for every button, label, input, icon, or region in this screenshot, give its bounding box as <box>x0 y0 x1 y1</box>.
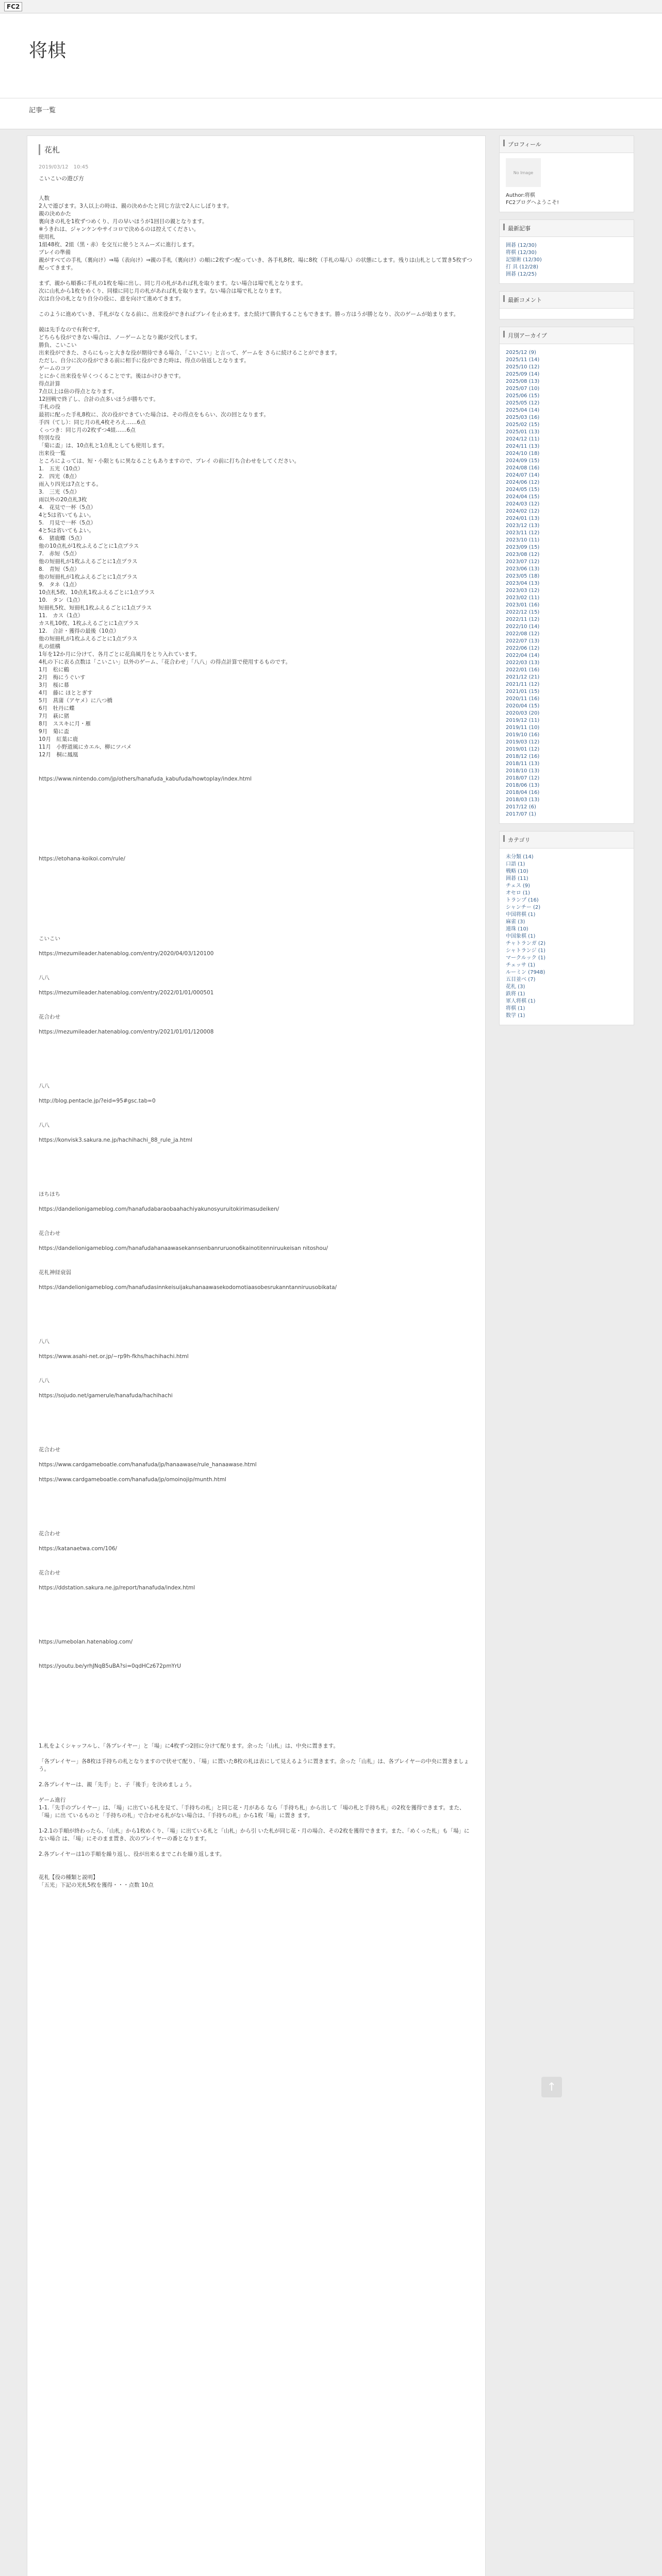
body-line: 雨入り四光は7点とする。 <box>39 481 102 487</box>
body-line: 1年を12か月に分けて、各月ごとに花鳥風月をとり入れています。 <box>39 651 200 657</box>
body-line: 2.各プレイヤーは1の手順を繰り返し、役が出来るまでこれを繰り返します。 <box>39 1851 225 1857</box>
body-line: ただし、自分に次の役ができる前に相手に役ができた時は、得点の倍返しとなります。 <box>39 358 250 364</box>
recent-comments-heading: 最新コメント <box>500 292 634 309</box>
archive-month-link[interactable]: 2024/07 (14) <box>506 472 540 478</box>
link-cardgame-1[interactable]: https://www.cardgameboatle.com/hanafuda/jp/hanaawase/rule_hanaawase.html <box>39 1462 257 1468</box>
body-line: 1-1.「先手のプレイヤー」は、「場」に出ている札を見て、「手持ちの札」と同じ花・月がある なら「手持ち札」から出して「場の札と手持ち札」の2枚を獲得できます。また、「場」に出 ているものと「手持ちの札」で合わせる札がない場合は、「手持ちの札」から1枚「場」に置き ます。 <box>39 1805 465 1819</box>
category-link[interactable]: 未分類 (14) <box>506 854 534 860</box>
nav-archive-link[interactable]: 記事一覧 <box>29 107 56 114</box>
body-line: ゲーム進行 <box>39 1797 66 1803</box>
body-line: 11月 小野道風にカエル、柳にツバメ <box>39 744 132 750</box>
category-link[interactable]: トランプ (16) <box>506 897 539 903</box>
category-link[interactable]: チェッサ (1) <box>506 962 536 968</box>
archive-month-link[interactable]: 2018/07 (12) <box>506 775 540 781</box>
archive-month-link[interactable]: 2025/10 (12) <box>506 364 540 370</box>
recent-post-link[interactable]: 打 具 (12/28) <box>506 264 538 270</box>
body-line: 12. 合計・獲得の最後（10点） <box>39 628 120 634</box>
body-line: 10月 紅葉に鹿 <box>39 736 78 742</box>
body-line: 他の短冊札が1枚ふえるごとに1点プラス <box>39 558 138 565</box>
link-dandelion-3[interactable]: https://dandelionigameblog.com/hanafudasinnkeisuijakuhanaawasekodomotiaasobesrukanntanniruusobikata/ <box>39 1284 337 1291</box>
category-link[interactable]: 麻雀 (3) <box>506 919 525 925</box>
archive-month-link[interactable]: 2023/09 (15) <box>506 545 540 550</box>
body-line: 使用札 <box>39 234 55 240</box>
body-line: 4札の下に表る点数は「こいこい」以外のゲーム、「花合わせ」「八八」の得点計算で使用するものです。 <box>39 659 291 665</box>
label-hachihachi-5: 八八 <box>39 1378 49 1384</box>
category-widget <box>499 831 634 1025</box>
body-text-block-1 <box>39 195 474 759</box>
body-text-block-2 <box>39 1742 474 1889</box>
archive-month-link[interactable]: 2023/07 (12) <box>506 559 540 565</box>
recent-comments-widget <box>499 291 634 319</box>
body-line: 手札の役 <box>39 404 60 410</box>
link-etohana[interactable]: https://etohana-koikoi.com/rule/ <box>39 856 125 862</box>
label-hachihachi-4: 八八 <box>39 1338 49 1345</box>
body-line: 他の短冊札が1枚ふえるごとに1点プラス <box>39 636 138 642</box>
body-line: ところによっては、短・小限ともに異なることもありますので、プレイ の前に打ち合わせをしてください。 <box>39 458 300 464</box>
category-link[interactable]: 五目並べ (7) <box>506 977 536 982</box>
archive-month-link[interactable]: 2024/06 (12) <box>506 480 540 485</box>
category-link[interactable]: 花札 (3) <box>506 984 525 990</box>
body-line: 1組48枚、2組（黒・赤）を交互に使うとスムーズに進行します。 <box>39 242 198 248</box>
body-line: 裏向きの札を1枚ずつめくり、月の早いほうが1回目の親となります。 <box>39 218 208 225</box>
recent-post-link[interactable]: 囲碁 (12/25) <box>506 272 537 277</box>
label-hachihachi-3: 八八 <box>39 1122 49 1128</box>
main-column <box>27 135 486 2576</box>
body-line: 競は先手なので有利です。 <box>39 327 104 333</box>
body-line: 4と5は省いてもよい。 <box>39 528 94 534</box>
archive-month-link[interactable]: 2018/11 (13) <box>506 761 540 767</box>
global-nav-bar <box>0 98 662 129</box>
link-mezumi-1[interactable]: https://mezumileader.hatenablog.com/entry/2020/04/03/120100 <box>39 951 214 957</box>
archive-month-link[interactable]: 2025/02 (15) <box>506 422 540 428</box>
category-heading: カテゴリ <box>500 832 634 849</box>
body-line: 8月 ススキに月・雁 <box>39 721 91 727</box>
archive-month-link[interactable]: 2021/12 (21) <box>506 674 540 680</box>
archive-month-link[interactable]: 2021/11 (12) <box>506 682 540 687</box>
archive-month-link[interactable]: 2023/04 (13) <box>506 581 540 586</box>
body-line: 次に山札から1枚をめくり、同様に同じ月の札があれば札を取ります。ない場合は場で札となります。 <box>39 288 285 294</box>
link-konvisk[interactable]: https://konvisk3.sakura.ne.jp/hachihachi_88_rule_ja.html <box>39 1137 193 1143</box>
link-sojudo[interactable]: https://sojudo.net/gamerule/hanafuda/hachihachi <box>39 1393 173 1399</box>
link-ddstation[interactable]: https://ddstation.sakura.ne.jp/report/hanafuda/index.html <box>39 1585 195 1591</box>
archive-month-link[interactable]: 2022/01 (16) <box>506 667 540 673</box>
entry-body <box>39 195 474 1889</box>
body-line: 親がすべての手札（裏向け）⇒場（表向け）⇒親の手札（裏向け）の順に2枚ずつ配っていき、各手札8枚、場に8枚（手札の場八）の状態にします。残りは山札として置き5枚ずつ配ってきます。 <box>39 257 472 271</box>
label-hachihachi-2: 八八 <box>39 1083 49 1089</box>
link-cardgame-2[interactable]: https://www.cardgameboatle.com/hanafuda/jp/omoinojip/munth.html <box>39 1477 226 1483</box>
body-line <box>39 1789 474 1797</box>
label-hanaawase-4: 花合わせ <box>39 1531 60 1537</box>
link-nintendo[interactable]: https://www.nintendo.com/jp/others/hanafuda_kabufuda/howtoplay/index.html <box>39 776 252 782</box>
archive-month-link[interactable]: 2025/12 (9) <box>506 350 536 355</box>
archive-month-link[interactable]: 2023/08 (12) <box>506 552 540 557</box>
label-hanaawase-1: 花合わせ <box>39 1014 60 1020</box>
body-line: 9. タネ（1点） <box>39 582 80 588</box>
body-line <box>39 272 474 280</box>
arrow-up-icon: ↑ <box>547 2080 557 2094</box>
category-link[interactable]: 数学 (1) <box>506 1013 525 1019</box>
scroll-to-top-button[interactable] <box>541 2077 562 2097</box>
archive-month-link[interactable]: 2018/12 (16) <box>506 754 540 759</box>
body-line: 8. 青短（5点） <box>39 566 80 572</box>
body-line: 10. タン（1点） <box>39 597 84 603</box>
link-mezumi-3[interactable]: https://mezumileader.hatenablog.com/entry/2021/01/01/120008 <box>39 1029 214 1035</box>
profile-welcome: FC2ブログへようこそ! <box>506 200 559 206</box>
category-link[interactable]: 囲碁 (11) <box>506 876 528 882</box>
body-line: 4. 花見で一杯（5点） <box>39 504 96 511</box>
body-line: 雨以外の20点札3枚 <box>39 497 87 503</box>
body-line: 出来役一覧 <box>39 450 66 456</box>
link-mezumi-2[interactable]: https://mezumileader.hatenablog.com/entry/2022/01/01/000501 <box>39 990 214 996</box>
archive-list <box>506 349 627 818</box>
body-line: 2人で遊びます。3人以上の時は、親の決めかたと同じ方法で2人にしぼります。 <box>39 203 233 209</box>
body-line <box>39 1820 474 1827</box>
profile-author: Author:将棋 <box>506 193 535 198</box>
archive-month-link[interactable]: 2025/09 (14) <box>506 371 540 377</box>
label-hanaawase-5: 花合わせ <box>39 1570 60 1576</box>
archive-month-link[interactable]: 2024/01 (13) <box>506 516 540 521</box>
archive-month-link[interactable]: 2024/08 (16) <box>506 465 540 471</box>
category-list <box>506 854 627 1020</box>
body-line <box>39 1858 474 1866</box>
archive-month-link[interactable]: 2025/05 (12) <box>506 400 540 406</box>
link-katanaetwa[interactable]: https://katanaetwa.com/106/ <box>39 1546 118 1552</box>
recent-post-link[interactable]: 記憶術 (12/30) <box>506 257 542 263</box>
body-line: 12月 桐に鳳凰 <box>39 752 78 758</box>
body-line: 10点札5枚、10点札1枚ふえるごとに1点プラス <box>39 589 155 596</box>
archive-month-link[interactable]: 2024/11 (13) <box>506 444 540 449</box>
body-line: カス札10枚、1枚ふえるごとに1点プラス <box>39 620 139 626</box>
archive-month-link[interactable]: 2022/03 (13) <box>506 660 540 666</box>
archive-month-link[interactable]: 2018/04 (16) <box>506 790 540 795</box>
archive-month-link[interactable]: 2018/06 (13) <box>506 783 540 788</box>
archive-month-link[interactable]: 2023/11 (12) <box>506 530 540 536</box>
fc2-topbar <box>0 0 662 13</box>
body-line: ゲームのコツ <box>39 365 71 371</box>
archive-month-link[interactable]: 2020/11 (16) <box>506 696 540 702</box>
recent-post-link[interactable]: 囲碁 (12/30) <box>506 243 537 248</box>
body-line: 勝負、こいこい <box>39 342 77 348</box>
archive-month-link[interactable]: 2022/04 (14) <box>506 653 540 658</box>
link-youtube[interactable]: https://youtu.be/yrhJNqB5uBA?si=0qdHCz672pmYrU <box>39 1663 181 1669</box>
category-link[interactable]: マークルック (1) <box>506 955 546 961</box>
archive-month-link[interactable]: 2025/07 (10) <box>506 386 540 392</box>
archive-month-link[interactable]: 2019/12 (11) <box>506 718 540 723</box>
body-line: 花札【役の種類と説明】 <box>39 1874 98 1880</box>
body-line <box>39 1773 474 1781</box>
sidebar <box>499 135 634 1032</box>
body-line: 他の10点札が1枚ふえるごとに1点プラス <box>39 543 139 549</box>
body-line: 4月 藤に ほととぎす <box>39 690 93 696</box>
archive-month-link[interactable]: 2023/06 (13) <box>506 566 540 572</box>
entry-title[interactable]: 花札 <box>39 144 474 155</box>
category-link[interactable]: 口語 (1) <box>506 861 525 867</box>
body-line: 3. 三光（5点） <box>39 489 80 495</box>
recent-posts-widget <box>499 219 634 284</box>
body-line: くっつき：同じ月の2枚ずつ4組……6点 <box>39 427 136 433</box>
body-line: ※うきれは、ジャンケンやサイコロで決めるのは控えてください。 <box>39 226 200 232</box>
archive-month-link[interactable]: 2019/10 (16) <box>506 732 540 738</box>
archive-month-link[interactable]: 2022/12 (15) <box>506 609 540 615</box>
body-line <box>39 1750 474 1758</box>
body-line <box>39 303 474 311</box>
label-hanaawase-3: 花合わせ <box>39 1447 60 1453</box>
entry-date: 2019/03/12 10:45 <box>39 164 89 170</box>
body-line: 手四（てし）：同じ月の札4枚そろえ……6点 <box>39 419 146 426</box>
body-line: 7点以上は倍の得点となります。 <box>39 388 118 395</box>
archive-month-link[interactable]: 2022/10 (14) <box>506 624 540 630</box>
body-line: まず、親から順番に手札の1枚を場に出し、同じ月の札があれば札を取ります。ない場合は場で札となります。 <box>39 280 306 286</box>
category-link[interactable]: 軍人将棋 (1) <box>506 998 536 1004</box>
blog-header <box>0 13 662 98</box>
fc2-logo[interactable]: FC2 <box>4 2 22 11</box>
body-line: 特別な役 <box>39 435 60 441</box>
body-line: 2月 梅にうぐいす <box>39 674 86 681</box>
body-line: とにかく出来役を早くつくることです。後はかけひきです。 <box>39 373 184 379</box>
blog-title[interactable]: 将棋 <box>29 40 67 61</box>
category-link[interactable]: チャトランガ (2) <box>506 941 546 946</box>
archive-month-link[interactable]: 2018/10 (13) <box>506 768 540 774</box>
link-dandelion-2[interactable]: https://dandelionigameblog.com/hanafudahanaawasekannsenbanruruono6kainotitenniruukeisan nitoshou/ <box>39 1245 328 1251</box>
archive-month-link[interactable]: 2023/05 (18) <box>506 573 540 579</box>
label-shinkeisuijaku: 花札神経衰弱 <box>39 1269 71 1276</box>
archive-month-link[interactable]: 2024/02 (12) <box>506 509 540 514</box>
archive-month-link[interactable]: 2019/03 (12) <box>506 739 540 745</box>
archive-month-link[interactable]: 2024/05 (15) <box>506 487 540 493</box>
archive-month-link[interactable]: 2024/04 (15) <box>506 494 540 500</box>
category-link[interactable]: チェス (9) <box>506 883 531 889</box>
archive-month-link[interactable]: 2024/03 (12) <box>506 501 540 507</box>
profile-widget <box>499 135 634 212</box>
body-line: 1.札をよくシャッフルし、「各プレイヤー」と「場」に4枚ずつ2回に分けて配ります。余った「山札」は、中央に置きます。 <box>39 1743 339 1749</box>
body-line: 7月 萩に猪 <box>39 713 70 719</box>
body-line: 「各プレイヤー」各8枚は手持ちの札となりますので伏せて配り、「場」に置いた8枚の札は表にして見えるように置きます。余った「山札」は、各プレイヤーの中央に置きましょう。 <box>39 1758 469 1772</box>
category-link[interactable]: ルーミン (7948) <box>506 970 545 975</box>
body-line: 「五光」下記の光札5枚を獲得・・・点数 10点 <box>39 1882 154 1888</box>
body-line: 12回戦で終了し、合計の点多いほうが勝ちです。 <box>39 396 159 402</box>
archive-month-link[interactable]: 2023/10 (11) <box>506 537 540 543</box>
body-line: 1. 五光（10点） <box>39 466 84 472</box>
label-hoshihoshi: ほちほち <box>39 1191 60 1197</box>
archive-month-link[interactable]: 2018/03 (13) <box>506 797 540 803</box>
body-line: 4と5は省いてもよい。 <box>39 512 94 518</box>
archive-month-link[interactable]: 2017/07 (1) <box>506 811 536 817</box>
archive-month-link[interactable]: 2025/11 (14) <box>506 357 540 363</box>
label-hachihachi-1: 八八 <box>39 975 49 981</box>
body-line: 6. 猪鹿蝶（5点） <box>39 535 86 541</box>
category-link[interactable]: 将棋 (1) <box>506 1006 525 1011</box>
archive-heading: 月別アーカイブ <box>500 327 634 344</box>
link-pentacle[interactable]: http://blog.pentacle.jp/?eid=95#gsc.tab=0 <box>39 1098 156 1104</box>
entry-lead: こいこいの遊び方 <box>39 175 84 182</box>
category-link[interactable]: シャトランジ (1) <box>506 948 545 954</box>
category-link[interactable]: 中国将棋 (1) <box>506 912 536 918</box>
profile-avatar: No Image <box>506 158 541 187</box>
archive-month-link[interactable]: 2021/01 (15) <box>506 689 540 694</box>
body-line: 短冊札5枚、短冊札1枚ふえるごとに1点プラス <box>39 605 152 611</box>
body-line: 「菊に盃」は、10点札と1点札としても使用します。 <box>39 443 168 449</box>
body-line: どちらも役ができない場合は、ノーゲームとなり親が交代します。 <box>39 334 201 341</box>
archive-month-link[interactable]: 2022/08 (12) <box>506 631 540 637</box>
link-umebolan[interactable]: https://umebolan.hatenablog.com/ <box>39 1639 133 1645</box>
category-link[interactable]: 鉄将 (1) <box>506 991 525 997</box>
profile-heading: プロフィール <box>500 136 634 153</box>
body-line: 11. カス（1点） <box>39 613 84 619</box>
category-link[interactable]: 戦略 (10) <box>506 869 528 874</box>
archive-month-link[interactable]: 2023/03 (12) <box>506 588 540 594</box>
body-line: 人数 <box>39 195 49 201</box>
archive-widget <box>499 327 634 824</box>
archive-month-link[interactable]: 2023/02 (11) <box>506 595 540 601</box>
body-line: このように進めていき、手札がなくなる前に、出来役ができればプレイを止めます。また続けて勝負することもできます。勝っ方はうが勝となり、次のゲームが始まります。 <box>39 311 459 317</box>
body-line: 5. 月見で一杯（5点） <box>39 520 96 526</box>
body-line: 1-2.1の手順が終わったら、「山札」から1枚めくり、「場」に出ている札と「山札」から引 いた札が同じ花・月の場合、その2枚を獲得できます。また、「めくった札」も「場」にない場合 は、「場」にそのまま置き、次のプレイヤーの番となります。 <box>39 1828 470 1842</box>
body-line: 他の短冊札が1枚ふえるごとに1点プラス <box>39 574 138 580</box>
body-line: 9月 菊に盃 <box>39 728 70 735</box>
archive-month-link[interactable]: 2025/06 (15) <box>506 393 540 399</box>
body-line <box>39 1843 474 1851</box>
body-line: 3月 桜に幕 <box>39 682 70 688</box>
link-asahi[interactable]: https://www.asahi-net.or.jp/~rp9h-fkhs/hachihachi.html <box>39 1353 189 1360</box>
body-line: 5月 菖蒲（アヤメ）に八つ橋 <box>39 698 112 704</box>
archive-month-link[interactable]: 2023/12 (13) <box>506 523 540 529</box>
label-hanaawase-2: 花合わせ <box>39 1230 60 1236</box>
archive-month-link[interactable]: 2022/07 (13) <box>506 638 540 644</box>
body-line: 最初に配った手札8枚に、次の役ができていた場合は、その得点をもらい、次の回となります。 <box>39 412 269 418</box>
archive-month-link[interactable]: 2022/11 (12) <box>506 617 540 622</box>
archive-month-link[interactable]: 2023/01 (16) <box>506 602 540 608</box>
category-link[interactable]: シャンチー (2) <box>506 905 541 910</box>
archive-month-link[interactable]: 2020/03 (20) <box>506 710 540 716</box>
body-line: 札の組構 <box>39 643 60 650</box>
body-line: 2.各プレイヤーは、親「先手」と、子「後手」を決めましょう。 <box>39 1782 195 1788</box>
recent-post-link[interactable]: 将棋 (12/30) <box>506 250 537 256</box>
body-line: 6月 牡丹に蝶 <box>39 705 75 711</box>
archive-month-link[interactable]: 2024/12 (11) <box>506 436 540 442</box>
body-line <box>39 318 474 326</box>
archive-month-link[interactable]: 2025/04 (14) <box>506 408 540 413</box>
category-link[interactable]: 中国象棋 (1) <box>506 934 536 939</box>
archive-month-link[interactable]: 2019/01 (12) <box>506 747 540 752</box>
body-line: プレイの準備 <box>39 249 71 256</box>
archive-month-link[interactable]: 2019/11 (10) <box>506 725 540 731</box>
body-line: 親の決めかた <box>39 211 71 217</box>
label-koikoi: こいこい <box>39 936 60 942</box>
body-line <box>39 1866 474 1874</box>
body-line: 次は自分の札となり自分の役に、意を向けて進めてきます。 <box>39 296 185 302</box>
link-dandelion-1[interactable]: https://dandelionigameblog.com/hanafudabaraobaahachiyakunosyuruitokirimasudeiken/ <box>39 1206 279 1212</box>
recent-posts-heading: 最新記事 <box>500 220 634 237</box>
recent-posts-list <box>506 242 627 278</box>
archive-month-link[interactable]: 2022/06 (12) <box>506 646 540 651</box>
archive-month-link[interactable]: 2020/04 (15) <box>506 703 540 709</box>
category-link[interactable]: 連珠 (10) <box>506 926 528 932</box>
body-line: 得点計算 <box>39 381 60 387</box>
archive-month-link[interactable]: 2025/03 (16) <box>506 415 540 420</box>
category-link[interactable]: オセロ (1) <box>506 890 531 896</box>
archive-month-link[interactable]: 2024/10 (18) <box>506 451 540 456</box>
body-line: 1月 松に鶴 <box>39 667 70 673</box>
archive-month-link[interactable]: 2025/01 (13) <box>506 429 540 435</box>
body-line: 出来役ができた、さらにもっと大きな役が期待できる場合、「こいこい」と言って、ゲームを さらに続けることができます。 <box>39 350 341 356</box>
archive-month-link[interactable]: 2024/09 (15) <box>506 458 540 464</box>
archive-month-link[interactable]: 2025/08 (13) <box>506 379 540 384</box>
body-line: 7. 赤短（5点） <box>39 551 80 557</box>
body-line: 2. 四光（8点） <box>39 473 80 480</box>
archive-month-link[interactable]: 2017/12 (6) <box>506 804 536 810</box>
